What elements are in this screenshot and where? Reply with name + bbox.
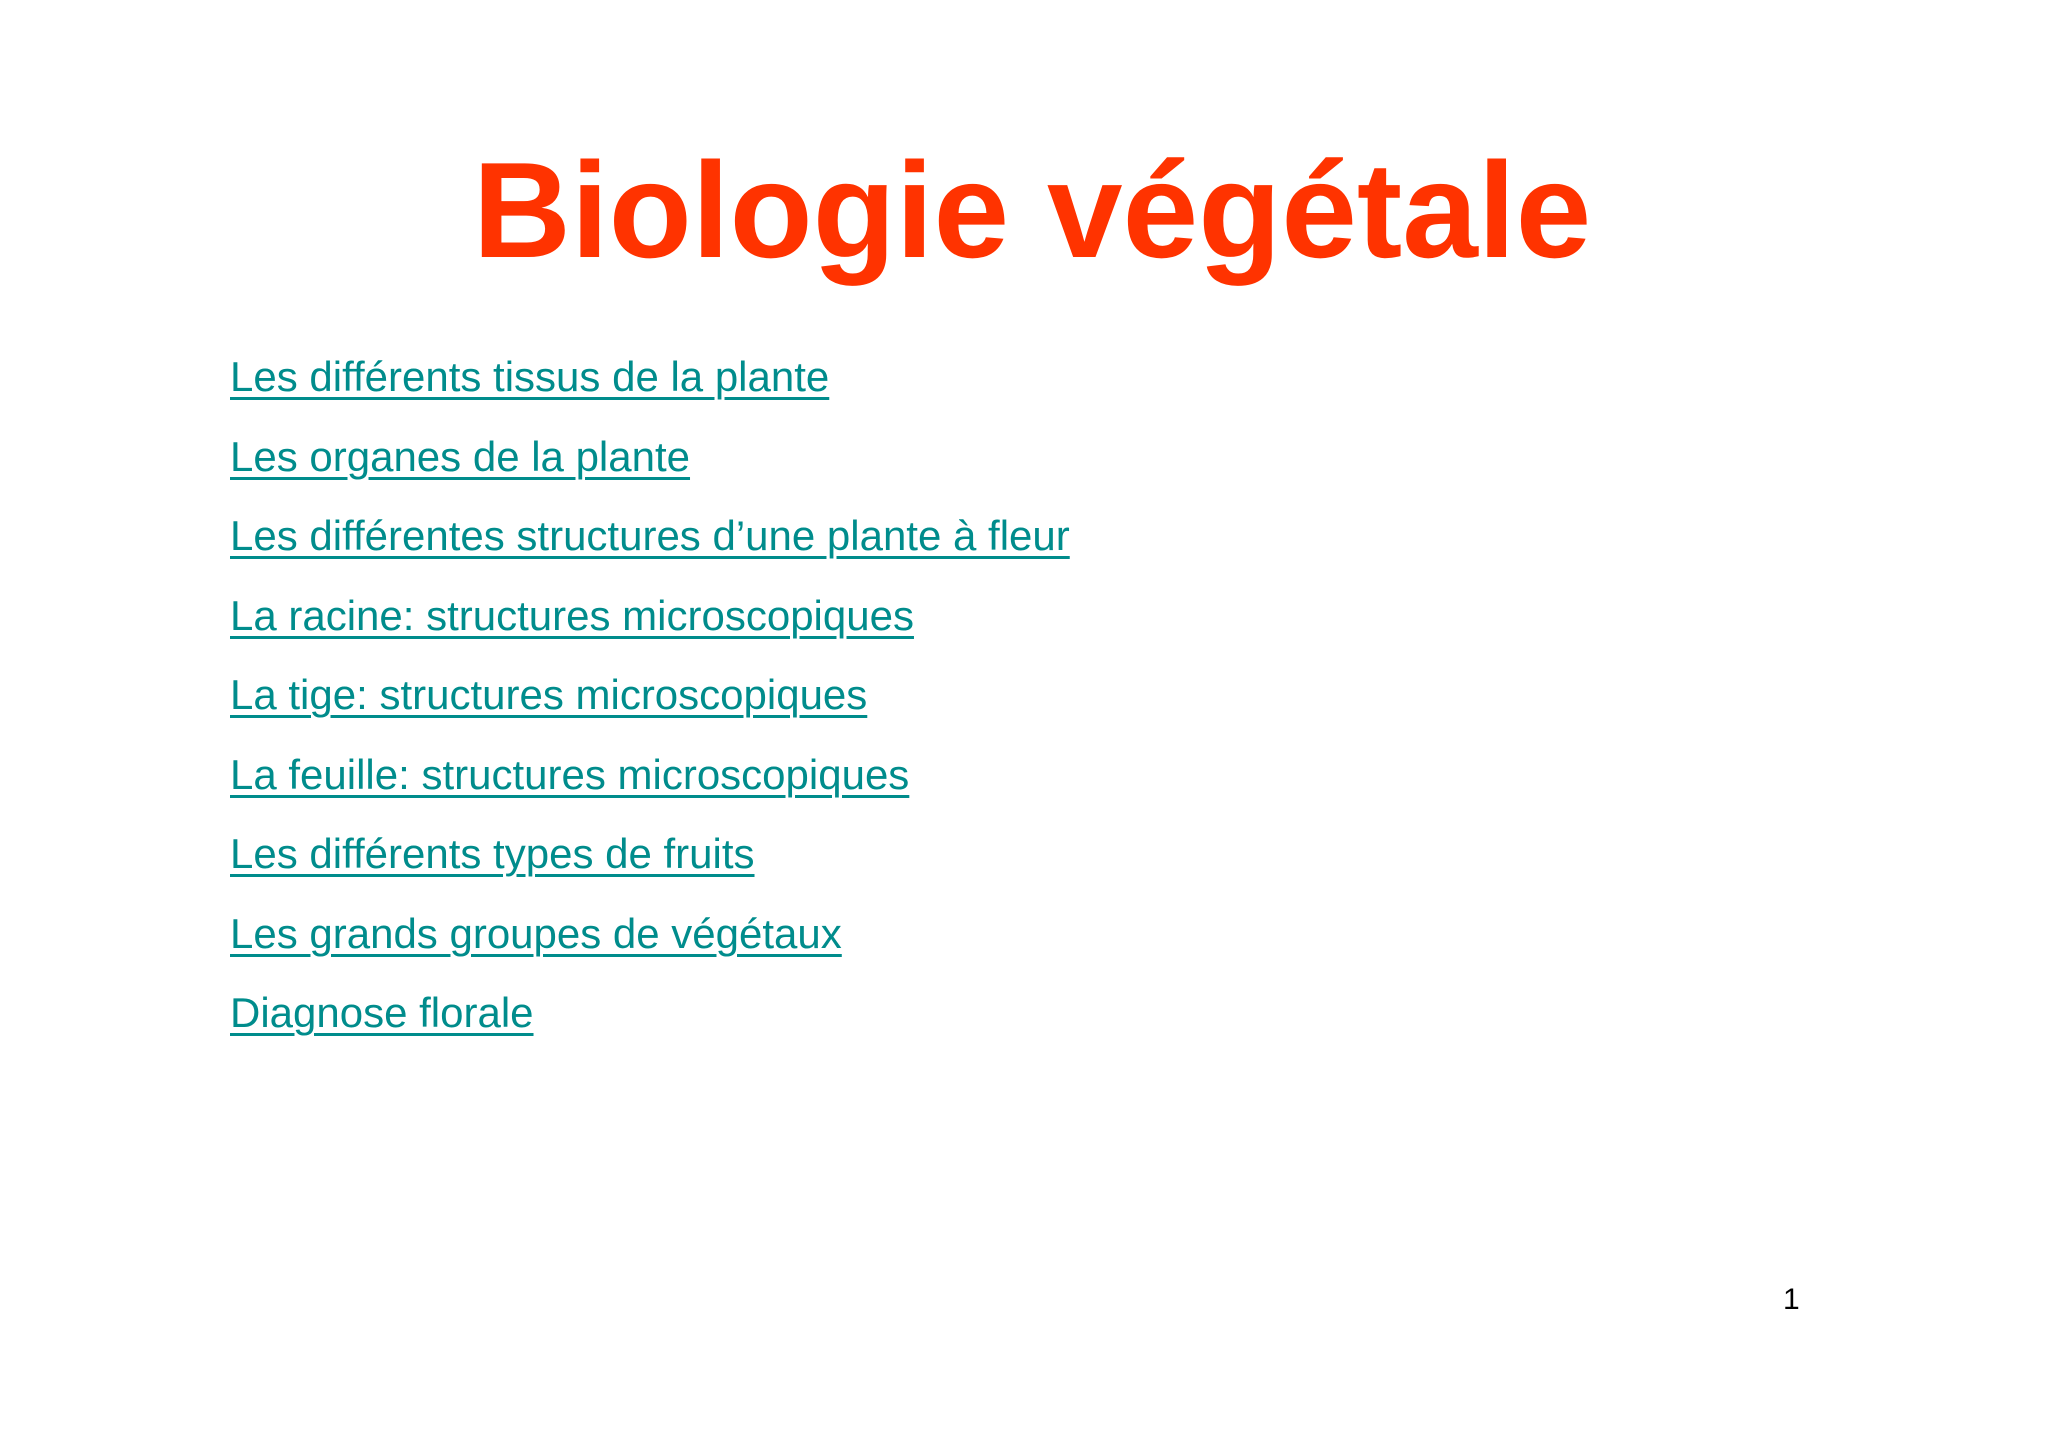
list-item	[230, 981, 1070, 1061]
page-number: 1	[1783, 1283, 1800, 1316]
toc-link-feuille[interactable]: La feuille: structures microscopiques	[230, 750, 910, 798]
list-item	[230, 663, 1070, 743]
toc-link-organes[interactable]: Les organes de la plante	[230, 432, 691, 480]
list-item	[230, 822, 1070, 902]
toc-link-tissus[interactable]: Les différents tissus de la plante	[230, 353, 830, 400]
toc-link-racine[interactable]: La racine: structures microscopiques	[230, 591, 914, 639]
toc-link-groupes-vegetaux[interactable]: Les grands groupes de végétaux	[230, 909, 842, 957]
list-item	[230, 584, 1070, 664]
list-item	[230, 902, 1070, 982]
toc-link-fruits[interactable]: Les différents types de fruits	[230, 830, 755, 877]
list-item	[230, 425, 1070, 505]
list-item	[230, 743, 1070, 823]
toc-link-structures-plante-fleur[interactable]: Les différentes structures d’une plante à fleur	[230, 512, 1070, 559]
toc-link-tige[interactable]: La tige: structures microscopiques	[230, 671, 868, 718]
list-item	[230, 345, 1070, 425]
slide-title: Biologie végétale	[472, 134, 1592, 286]
table-of-contents	[230, 345, 1070, 1061]
toc-link-diagnose-florale[interactable]: Diagnose florale	[230, 989, 534, 1036]
list-item	[230, 504, 1070, 584]
